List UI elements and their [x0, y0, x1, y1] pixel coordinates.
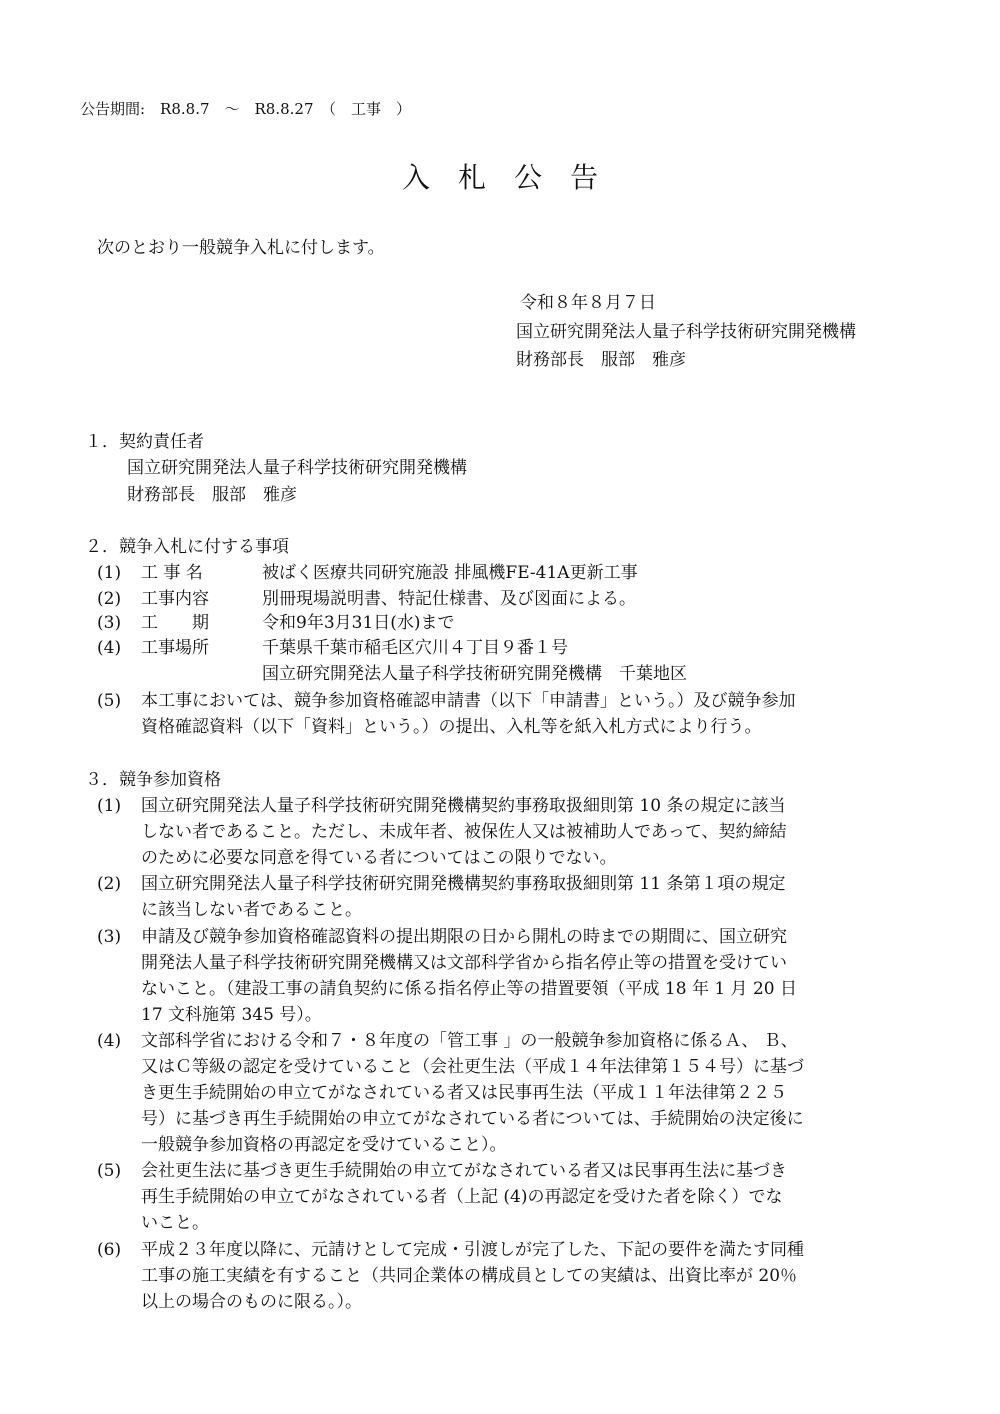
item-number: (3)	[97, 613, 122, 633]
item-text: 平成２３年度以降に、元請けとして完成・引渡しが完了した、下記の要件を満たす同種	[141, 1240, 804, 1260]
item-label: 工 事 名	[141, 563, 203, 583]
item-text: 又はＣ等級の認定を受けていること（会社更生法（平成１４年法律第１５４号）に基づ	[141, 1057, 804, 1077]
item-number: (4)	[97, 638, 122, 658]
item-number: (1)	[97, 796, 122, 816]
section-2-heading: ２．競争入札に付する事項	[85, 537, 289, 557]
section-1-heading: １．契約責任者	[85, 432, 204, 452]
item-text: 申請及び競争参加資格確認資料の提出期限の日から開札の時までの期間に、国立研究	[141, 927, 787, 947]
issuer-signatory: 財務部長 服部 雅彦	[516, 350, 686, 370]
item-number: (6)	[97, 1240, 122, 1260]
item-text: 号）に基づき再生手続開始の申立てがなされている者については、手続開始の決定後に	[141, 1109, 804, 1129]
item-text: 文部科学省における令和７・８年度の「管工事 」の一般競争参加資格に係るＡ、 Ｂ、	[141, 1031, 798, 1051]
item-number: (2)	[97, 874, 122, 894]
item-text: 国立研究開発法人量子科学技術研究開発機構契約事務取扱細則第 10 条の規定に該当	[141, 796, 786, 816]
item-text: 開発法人量子科学技術研究開発機構又は文部科学省から指名停止等の措置を受けてい	[141, 953, 787, 973]
item-text: 国立研究開発法人量子科学技術研究開発機構契約事務取扱細則第 11 条第１項の規定	[141, 874, 786, 894]
item-value: 千葉県千葉市稲毛区穴川４丁目９番１号	[262, 638, 568, 658]
item-text: 再生手続開始の申立てがなされている者（上記 (4)の再認定を受けた者を除く）でな	[141, 1187, 783, 1207]
item-text: ないこと。（建設工事の請負契約に係る指名停止等の措置要領（平成 18 年 1 月 20 日	[141, 979, 798, 999]
issue-date: 令和８年８月７日	[520, 293, 656, 313]
item-text: しない者であること。ただし、未成年者、被保佐人又は被補助人であって、契約締結	[141, 822, 787, 842]
item-text: 工事の施工実績を有すること（共同企業体の構成員としての実績は、出資比率が 20％	[141, 1266, 798, 1286]
item-value: 別冊現場説明書、特記仕様書、及び図面による。	[262, 589, 636, 609]
item-label: 工事場所	[141, 638, 209, 658]
item-value: 国立研究開発法人量子科学技術研究開発機構 千葉地区	[262, 664, 687, 684]
item-text: いこと。	[141, 1213, 209, 1233]
section-1-line: 財務部長 服部 雅彦	[127, 485, 297, 505]
section-3-heading: ３．競争参加資格	[85, 770, 221, 790]
item-text: のために必要な同意を得ている者についてはこの限りでない。	[141, 848, 617, 868]
intro-text: 次のとおり一般競争入札に付します。	[97, 238, 385, 258]
item-label: 工 期	[141, 613, 209, 633]
item-text: 一般競争参加資格の再認定を受けていること）。	[141, 1135, 507, 1155]
item-label: 工事内容	[141, 589, 209, 609]
item-text: 本工事においては、競争参加資格確認申請書（以下「申請書」という。）及び競争参加	[141, 691, 796, 711]
document-title: 入札公告	[401, 161, 626, 194]
item-value: 被ばく医療共同研究施設 排風機FE-41A更新工事	[262, 563, 638, 583]
item-number: (3)	[97, 927, 122, 947]
item-value: 令和9年3月31日(水)まで	[262, 613, 455, 633]
section-1-line: 国立研究開発法人量子科学技術研究開発機構	[127, 458, 467, 478]
item-number: (5)	[97, 691, 122, 711]
item-number: (5)	[97, 1161, 122, 1181]
notice-period: 公告期間: R8.8.7 ～ R8.8.27 （ 工事 ）	[80, 100, 412, 118]
item-number: (1)	[97, 563, 122, 583]
item-text: 以上の場合のものに限る。）。	[141, 1292, 362, 1312]
item-text: 17 文科施第 345 号）。	[141, 1005, 322, 1025]
item-number: (2)	[97, 589, 122, 609]
item-text: に該当しない者であること。	[141, 900, 362, 920]
issuer-organization: 国立研究開発法人量子科学技術研究開発機構	[516, 322, 856, 342]
item-text: 会社更生法に基づき更生手続開始の申立てがなされている者又は民事再生法に基づき	[141, 1161, 787, 1181]
item-number: (4)	[97, 1031, 122, 1051]
item-text: き更生手続開始の申立てがなされている者又は民事再生法（平成１１年法律第２２５	[141, 1083, 787, 1103]
item-text: 資格確認資料（以下「資料」という。）の提出、入札等を紙入札方式により行う。	[141, 717, 762, 737]
